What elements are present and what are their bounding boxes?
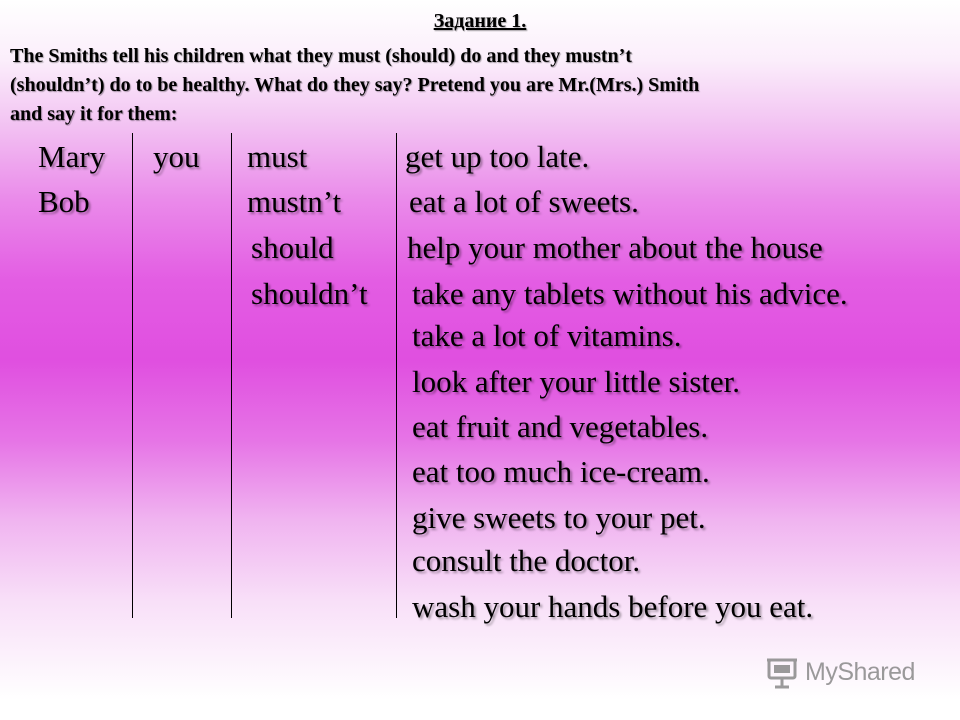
action-cell: eat a lot of sweets. [409, 184, 639, 219]
pronoun-cell: you [153, 139, 200, 174]
modal-cell: mustn’t [247, 184, 342, 219]
action-cell: give sweets to your pet. [412, 500, 706, 535]
action-cell: take any tablets without his advice. [412, 276, 848, 311]
action-cell: eat too much ice-cream. [412, 454, 710, 489]
name-cell: Mary [38, 139, 106, 174]
column-divider [132, 133, 133, 618]
action-cell: get up too late. [405, 139, 590, 174]
modal-cell: should [251, 230, 334, 265]
action-cell: help your mother about the house [407, 230, 823, 265]
instruction-line: (shouldn’t) do to be healthy. What do they say? Pretend you are Mr.(Mrs.) Smith [10, 74, 700, 96]
instruction-line: The Smiths tell his children what they must (should) do and they mustn’t [10, 45, 632, 67]
myshared-watermark [765, 656, 925, 692]
presentation-board-icon [765, 656, 799, 690]
column-divider [231, 133, 232, 618]
watermark-brand: MyShared [805, 658, 915, 686]
instruction-line: and say it for them: [10, 103, 178, 125]
task-title: Задание 1. [433, 10, 527, 32]
action-cell: consult the doctor. [412, 543, 641, 578]
column-divider [396, 133, 397, 618]
action-cell: eat fruit and vegetables. [412, 409, 709, 444]
action-cell: wash your hands before you eat. [412, 589, 814, 624]
modal-cell: must [247, 139, 308, 174]
task-instructions [10, 42, 940, 129]
action-cell: take a lot of vitamins. [412, 318, 682, 353]
action-cell: look after your little sister. [412, 364, 741, 399]
name-cell: Bob [38, 184, 90, 219]
modal-cell: shouldn’t [251, 276, 368, 311]
